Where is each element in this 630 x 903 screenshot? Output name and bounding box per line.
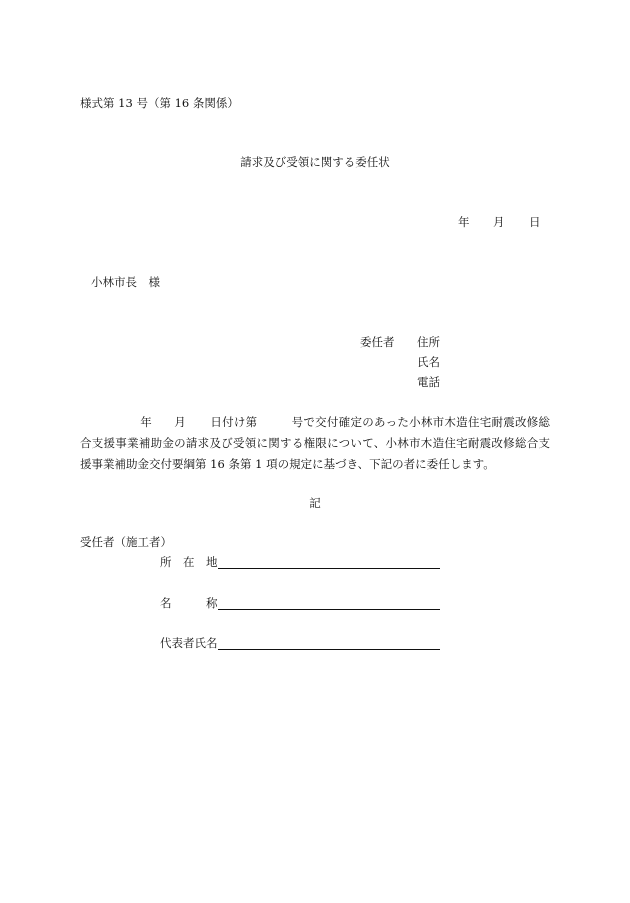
delegate-address-line[interactable] [218, 554, 440, 569]
delegate-address-label: 所 在 地 [160, 555, 218, 569]
delegator-phone-label: 電話 [417, 375, 440, 389]
date-day: 日 [529, 215, 541, 229]
addressee: 小林市長 様 [91, 275, 160, 289]
delegate-name-line[interactable] [218, 595, 440, 610]
delegator-name-label: 氏名 [417, 355, 440, 369]
form-number: 様式第 13 号（第 16 条関係） [80, 96, 239, 110]
delegator-address-label: 住所 [417, 335, 440, 349]
body-year: 年 [140, 415, 153, 429]
body-date-suffix: 日付け第 [210, 415, 258, 429]
date-month: 月 [493, 215, 505, 229]
delegate-representative-line[interactable] [218, 635, 440, 650]
delegation-paragraph [80, 412, 550, 475]
delegate-representative-label: 代表者氏名 [160, 636, 218, 650]
body-month: 月 [174, 415, 187, 429]
delegate-heading: 受任者（施工者） [80, 535, 172, 549]
date-year: 年 [458, 215, 470, 229]
delegate-name-label: 名 称 [160, 596, 218, 610]
delegator-label: 委任者 [360, 335, 395, 349]
document-title: 請求及び受領に関する委任状 [240, 155, 390, 169]
body-text: 号で交付確定のあった小林市木造住宅耐震改修総合支援事業補助金の請求及び受領に関する権限について、小林市木造住宅耐震改修総合支援事業補助金交付要綱第 16 条第 1 項の規定に基づき、下記の者に委任します。 [80, 415, 551, 471]
ki-heading: 記 [309, 496, 321, 510]
